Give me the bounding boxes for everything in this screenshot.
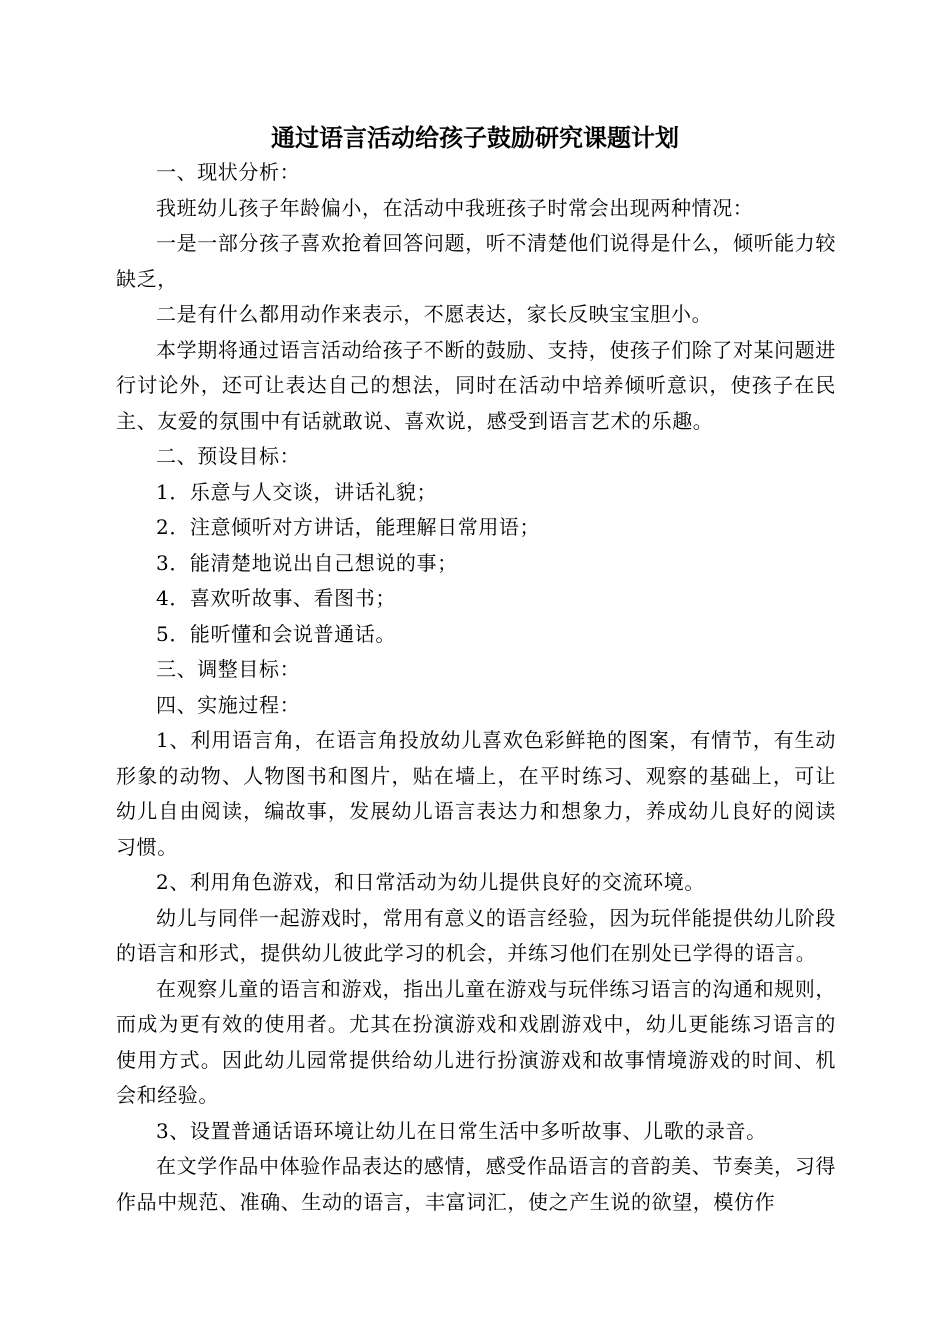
goal-list-item: 2．注意倾听对方讲话，能理解日常用语； [156, 515, 541, 539]
paragraph: 本学期将通过语言活动给孩子不断的鼓励、支持，使孩子们除了对某问题进行讨论外，还可让表达自己的想法，同时在活动中培养倾听意识，使孩子在民主、友爱的氛围中有话就敢说、喜欢说，感受到语言艺术的乐趣。 [116, 337, 836, 433]
paragraph: 二是有什么都用动作来表示，不愿表达，家长反映宝宝胆小。 [156, 302, 713, 326]
paragraph: 一是一部分孩子喜欢抢着回答问题，听不清楚他们说得是什么，倾听能力较缺乏， [116, 231, 836, 291]
paragraph: 1、利用语言角，在语言角投放幼儿喜欢色彩鲜艳的图案，有情节，有生动形象的动物、人物图书和图片，贴在墙上，在平时练习、观察的基础上，可让幼儿自由阅读，编故事，发展幼儿语言表达力和想象力，养成幼儿良好的阅读习惯。 [116, 728, 836, 859]
section-heading-status-analysis: 一、现状分析： [156, 160, 301, 184]
goal-list-item: 5．能听懂和会说普通话。 [156, 621, 396, 646]
document-title: 通过语言活动给孩子鼓励研究课题计划 [271, 124, 679, 152]
goal-list-item: 3．能清楚地说出自己想说的事； [156, 550, 458, 575]
paragraph: 2、利用角色游戏，和日常活动为幼儿提供良好的交流环境。 [156, 870, 705, 894]
goal-list-item: 1．乐意与人交谈，讲话礼貌； [156, 479, 438, 504]
section-heading-implementation: 四、实施过程： [156, 692, 301, 717]
paragraph: 我班幼儿孩子年龄偏小，在活动中我班孩子时常会出现两种情况： [156, 195, 754, 220]
paragraph: 幼儿与同伴一起游戏时，常用有意义的语言经验，因为玩伴能提供幼儿阶段的语言和形式，提供幼儿彼此学习的机会，并练习他们在别处已学得的语言。 [116, 905, 836, 965]
section-heading-preset-goals: 二、预设目标： [156, 444, 301, 468]
document-body [116, 155, 836, 1220]
paragraph: 3、设置普通话语环境让幼儿在日常生活中多听故事、儿歌的录音。 [156, 1118, 767, 1143]
section-heading-adjusted-goals: 三、调整目标： [156, 657, 301, 681]
goal-list-item: 4．喜欢听故事、看图书； [156, 586, 396, 610]
paragraph: 在观察儿童的语言和游戏，指出儿童在游戏与玩伴练习语言的沟通和规则，而成为更有效的使用者。尤其在扮演游戏和戏剧游戏中，幼儿更能练习语言的使用方式。因此幼儿园常提供给幼儿进行扮演游戏和故事情境游戏的时间、机会和经验。 [116, 976, 836, 1107]
paragraph: 在文学作品中体验作品表达的感情，感受作品语言的音韵美、节奏美，习得作品中规范、准确、生动的语言，丰富词汇，使之产生说的欲望，模仿作 [116, 1154, 836, 1214]
